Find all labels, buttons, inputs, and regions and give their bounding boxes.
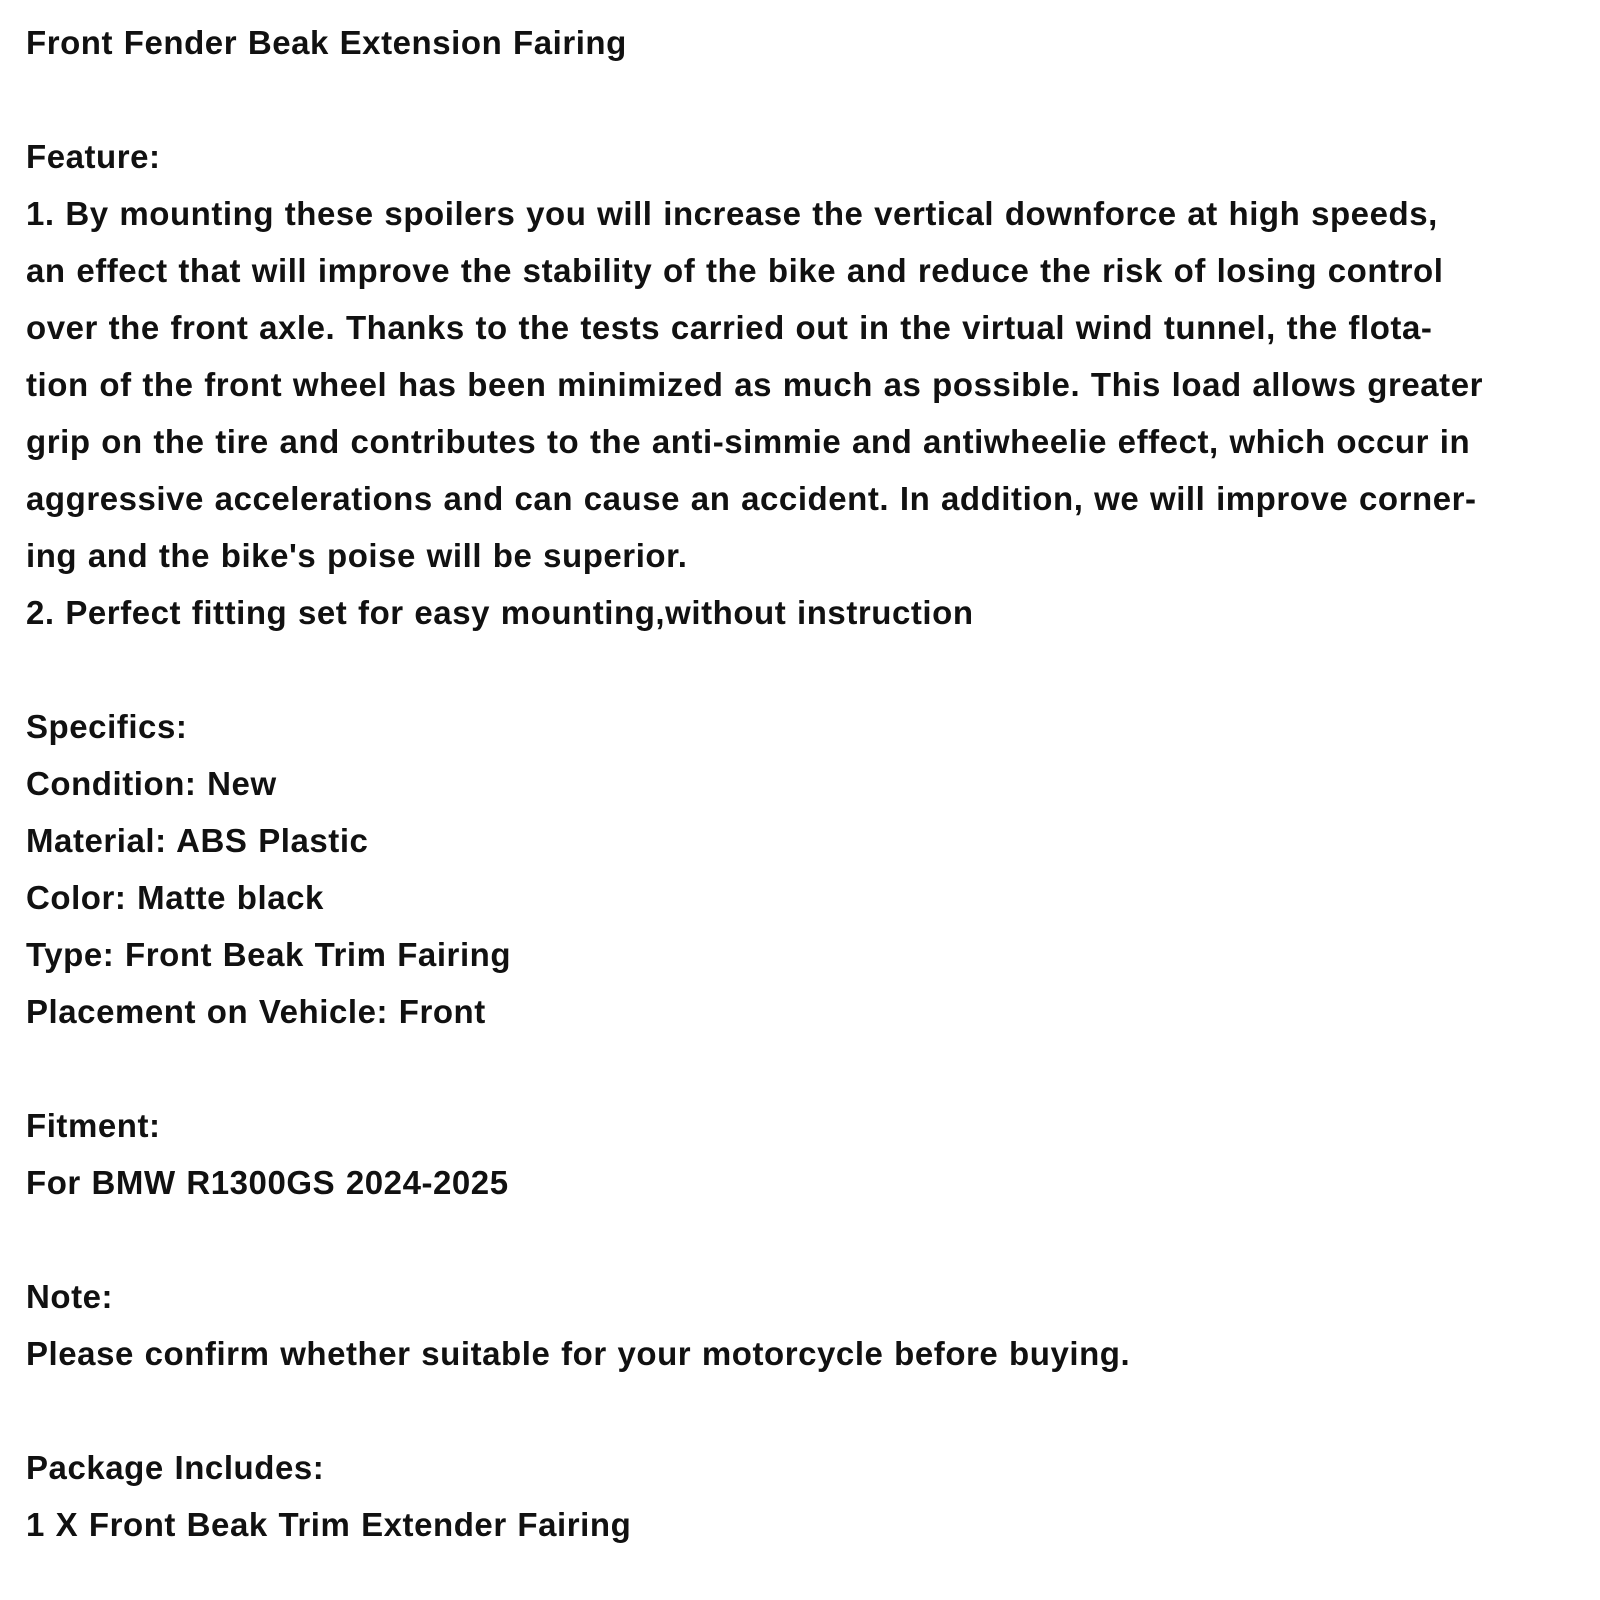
feature-line-1: 1. By mounting these spoilers you will increase the vertical downforce at high speeds,: [26, 195, 1438, 232]
spacer: [26, 1040, 1586, 1097]
spec-placement: Placement on Vehicle: Front: [26, 993, 486, 1030]
feature-line-8: 2. Perfect fitting set for easy mounting,without instruction: [26, 594, 974, 631]
fitment-heading: Fitment:: [26, 1107, 161, 1144]
spacer: [26, 71, 1586, 128]
spacer: [26, 1382, 1586, 1439]
spec-condition: Condition: New: [26, 765, 277, 802]
package-item: 1 X Front Beak Trim Extender Fairing: [26, 1506, 632, 1543]
note-heading: Note:: [26, 1278, 114, 1315]
note-text: Please confirm whether suitable for your motorcycle before buying.: [26, 1335, 1131, 1372]
feature-heading: Feature:: [26, 138, 161, 175]
feature-line-5: grip on the tire and contributes to the anti-simmie and antiwheelie effect, which occur in: [26, 423, 1471, 460]
spec-color: Color: Matte black: [26, 879, 324, 916]
fitment-model: For BMW R1300GS 2024-2025: [26, 1164, 509, 1201]
feature-line-4: tion of the front wheel has been minimized as much as possible. This load allows greater: [26, 366, 1484, 403]
spacer: [26, 1211, 1586, 1268]
feature-line-6: aggressive accelerations and can cause an accident. In addition, we will improve corner-: [26, 480, 1477, 517]
feature-line-3: over the front axle. Thanks to the tests carried out in the virtual wind tunnel, the flota-: [26, 309, 1433, 346]
package-heading: Package Includes:: [26, 1449, 325, 1486]
spec-material: Material: ABS Plastic: [26, 822, 369, 859]
product-title: Front Fender Beak Extension Fairing: [26, 24, 627, 61]
product-description: [26, 14, 1586, 1553]
spacer: [26, 641, 1586, 698]
spec-type: Type: Front Beak Trim Fairing: [26, 936, 512, 973]
feature-line-7: ing and the bike's poise will be superior.: [26, 537, 688, 574]
specifics-heading: Specifics:: [26, 708, 188, 745]
feature-line-2: an effect that will improve the stability of the bike and reduce the risk of losing control: [26, 252, 1444, 289]
